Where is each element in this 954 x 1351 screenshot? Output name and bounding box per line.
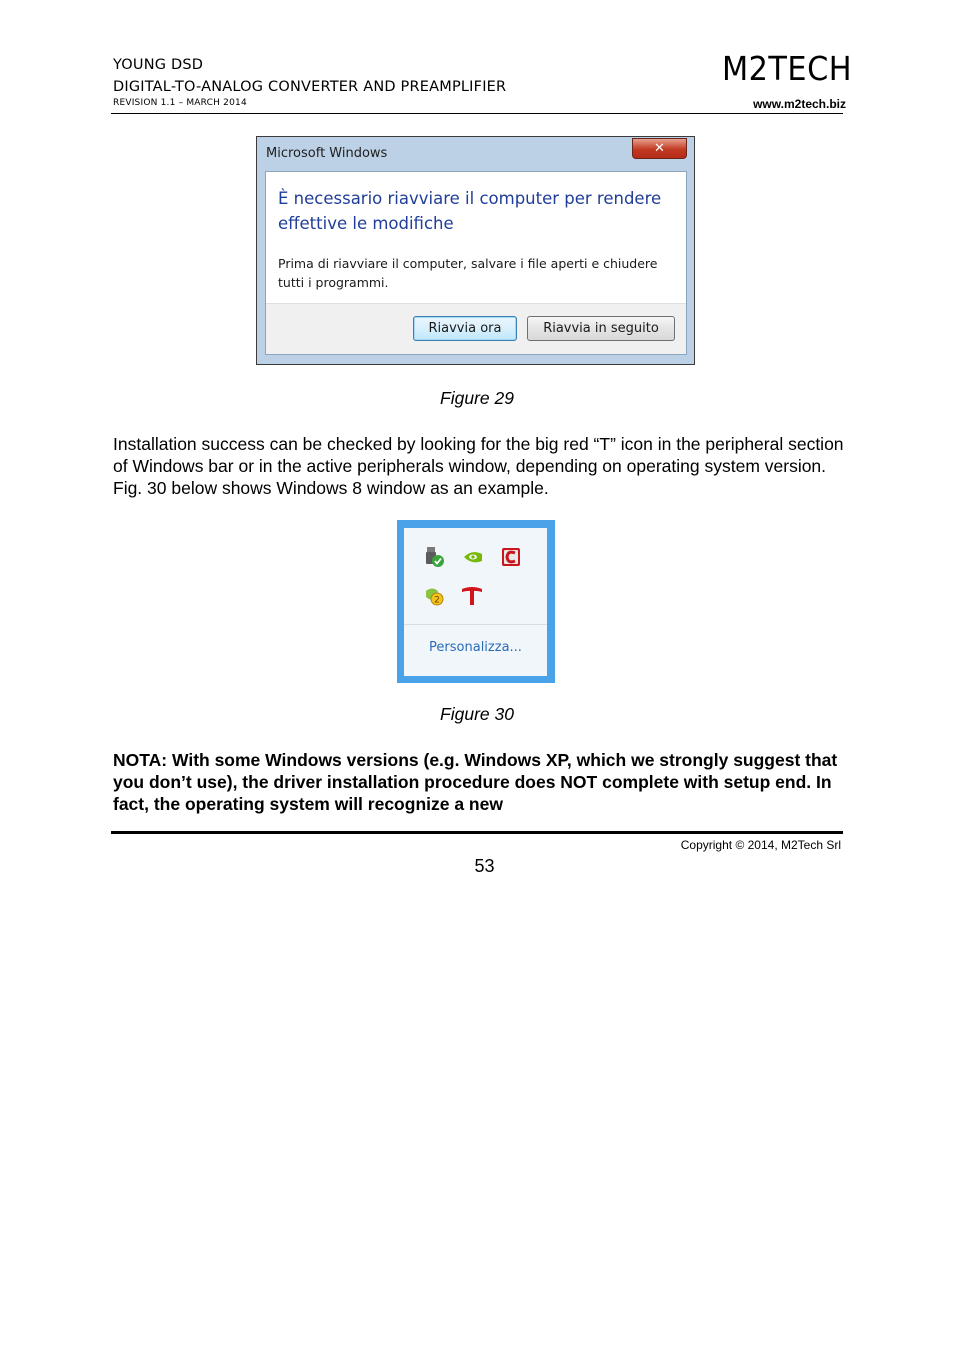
nota-paragraph: NOTA: With some Windows versions (e.g. Windows XP, which we strongly suggest that you don’t use), the driver installation procedure does NOT complete with setup end. In fact, the operating system will recognize a new <box>113 750 838 814</box>
m2tech-logo: M2TECH <box>722 49 853 88</box>
header-rule <box>111 113 843 114</box>
footer-rule <box>111 831 843 834</box>
restart-dialog-screenshot <box>256 136 695 365</box>
website-link[interactable]: www.m2tech.biz <box>753 97 846 111</box>
customize-link[interactable]: Personalizza... <box>429 640 522 655</box>
body-paragraph: Installation success can be checked by looking for the big red “T” icon in the peripheral section of Windows bar or in the active peripherals window, depending on operating system version. Fig. 30 below shows Windows 8 window as an example. <box>113 434 844 498</box>
doc-subtitle: DIGITAL-TO-ANALOG CONVERTER AND PREAMPLIFIER <box>113 79 507 95</box>
page-number: 53 <box>474 856 495 876</box>
svg-text:2: 2 <box>434 595 440 606</box>
dialog-main-instruction: È necessario riavviare il computer per rendere effettive le modifiche <box>278 189 662 233</box>
restart-later-button[interactable]: Riavvia in seguito <box>527 316 675 341</box>
update-badge-icon[interactable] <box>424 585 446 607</box>
copyright: Copyright © 2014, M2Tech Srl <box>680 838 841 852</box>
dialog-title: Microsoft Windows <box>266 146 388 161</box>
usb-safely-remove-icon[interactable] <box>424 546 446 568</box>
dialog-body <box>265 171 687 355</box>
nvidia-icon[interactable] <box>462 546 484 568</box>
dialog-content-text: Prima di riavviare il computer, salvare i file aperti e chiudere tutti i programmi. <box>278 256 658 290</box>
antivirus-icon[interactable] <box>500 546 522 568</box>
tray-overflow-screenshot <box>397 520 555 683</box>
m2tech-t-icon[interactable] <box>460 584 484 608</box>
doc-revision: REVISION 1.1 – MARCH 2014 <box>113 98 247 108</box>
close-icon[interactable]: ✕ <box>632 138 687 159</box>
figure-29-caption: Figure 29 <box>440 388 514 408</box>
restart-now-button[interactable]: Riavvia ora <box>413 316 517 341</box>
tray-separator <box>404 624 547 625</box>
figure-30-caption: Figure 30 <box>440 704 514 724</box>
doc-product-name: YOUNG DSD <box>113 57 204 73</box>
tray-panel <box>404 528 547 676</box>
dialog-button-bar <box>266 303 686 354</box>
